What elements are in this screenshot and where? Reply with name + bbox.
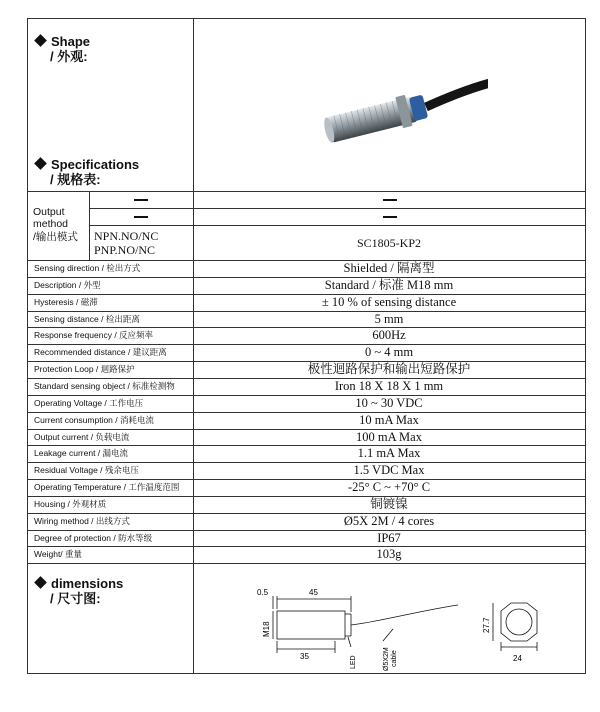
spec-row-value: 10 ~ 30 VDC: [355, 395, 423, 410]
sensor-photo: [308, 49, 488, 169]
spec-row-value: 1.1 mA Max: [357, 446, 421, 461]
diamond-bullet-icon: [34, 34, 47, 47]
spec-row-value: 5 mm: [374, 311, 404, 326]
spec-row-value: Shielded / 隔离型: [343, 261, 435, 275]
sensor-cable: [426, 83, 488, 107]
specifications-title: Specifications: [51, 157, 140, 172]
spec-row-label: Sensing direction / 检出方式: [34, 263, 141, 273]
spec-row-value: 铜镀镍: [370, 496, 408, 511]
spec-row-value: 0 ~ 4 mm: [364, 345, 414, 360]
dim-0-5: 0.5: [257, 588, 269, 597]
model-dash-icon-2: [383, 216, 397, 218]
spec-row-value: 100 mA Max: [356, 429, 422, 444]
drawing-end-view-circle: [506, 609, 532, 635]
spec-row-divider: [28, 563, 585, 564]
spec-row-value: ± 10 % of sensing distance: [321, 294, 457, 309]
output-method-label: Output method /输出模式: [33, 206, 78, 243]
spec-row-label: Leakage current / 漏电流: [34, 448, 129, 459]
spec-row-value: 极性迴路保护和输出短路保护: [307, 362, 471, 377]
spec-row-value: Standard / 标准 M18 mm: [324, 277, 454, 292]
specifications-subtitle: / 规格表:: [50, 172, 101, 187]
dimension-drawing: [243, 581, 563, 673]
spec-row-label: Degree of protection / 防水等级: [34, 532, 153, 543]
dim-35: 35: [300, 652, 309, 661]
spec-row-value: 10 mA Max: [359, 412, 419, 427]
spec-row-label: Standard sensing object / 标准检测物: [34, 380, 175, 391]
diamond-bullet-icon: [34, 157, 47, 170]
dim-m18: M18: [262, 621, 271, 637]
spec-row-label: Operating Temperature / 工作温度范围: [34, 482, 180, 493]
npn-dash-icon: [134, 199, 148, 201]
dimensions-heading: [34, 576, 123, 606]
spec-row-label: Residual Voltage / 残余电压: [34, 465, 139, 476]
dimensions-subtitle: / 尺寸图:: [50, 591, 101, 606]
spec-row-value: 1.5 VDC Max: [353, 463, 425, 478]
spec-row-value: 600Hz: [372, 328, 406, 343]
spec-row-label: Protection Loop / 迴路保护: [34, 364, 135, 375]
specs-top-line: [28, 191, 585, 192]
spec-row-label: Hysteresis / 磁滞: [34, 296, 98, 307]
dimensions-title: dimensions: [51, 576, 124, 591]
spec-row-label: Current consumption / 消耗电流: [34, 414, 154, 425]
om-line-1: [89, 208, 585, 209]
shape-subtitle: / 外观:: [50, 49, 88, 64]
dim-45: 45: [309, 588, 318, 597]
model-number: SC1805-KP2: [356, 236, 421, 250]
pnp-dash-icon: [134, 216, 148, 218]
dim-cable: Ø5X2M: [383, 647, 390, 671]
model-dash-icon-1: [383, 199, 397, 201]
dim-led: LED: [350, 655, 357, 669]
spec-row-label: Weight/ 重量: [34, 549, 83, 560]
dim-24: 24: [513, 654, 522, 663]
om-line-2: [89, 225, 585, 226]
dim-cable-2: cable: [391, 650, 398, 667]
spec-row-value: IP67: [377, 530, 401, 545]
drawing-cable: [351, 605, 458, 625]
spec-row-value: -25° C ~ +70° C: [347, 480, 431, 495]
shape-title: Shape: [51, 34, 91, 49]
spec-row-label: Wiring method / 出线方式: [34, 515, 130, 526]
npn-label: NPN.NO/NC: [94, 229, 159, 243]
spec-row-label: Output current / 负载电流: [34, 431, 130, 442]
pnp-label: PNP.NO/NC: [94, 243, 156, 257]
spec-row-label: Sensing distance / 检出距离: [34, 313, 140, 324]
spec-row-label: Recommended distance / 建议距离: [34, 347, 167, 358]
shape-heading: [34, 34, 90, 64]
spec-sheet: [27, 18, 586, 674]
spec-row-label: Response frequency / 反应频率: [34, 330, 154, 341]
spec-row-label: Operating Voltage / 工作电压: [34, 397, 144, 408]
specifications-heading: [34, 157, 139, 187]
diamond-bullet-icon: [34, 576, 47, 589]
spec-row-label: Description / 外型: [34, 279, 101, 290]
drawing-sensor-body: [277, 611, 345, 639]
spec-row-value: 103g: [376, 547, 402, 562]
dim-27-7: 27.7: [482, 617, 491, 633]
spec-row-label: Housing / 外观材质: [34, 498, 107, 509]
spec-row-value: Ø5X 2M / 4 cores: [343, 513, 435, 528]
spec-row-value: Iron 18 X 18 X 1 mm: [334, 378, 444, 393]
